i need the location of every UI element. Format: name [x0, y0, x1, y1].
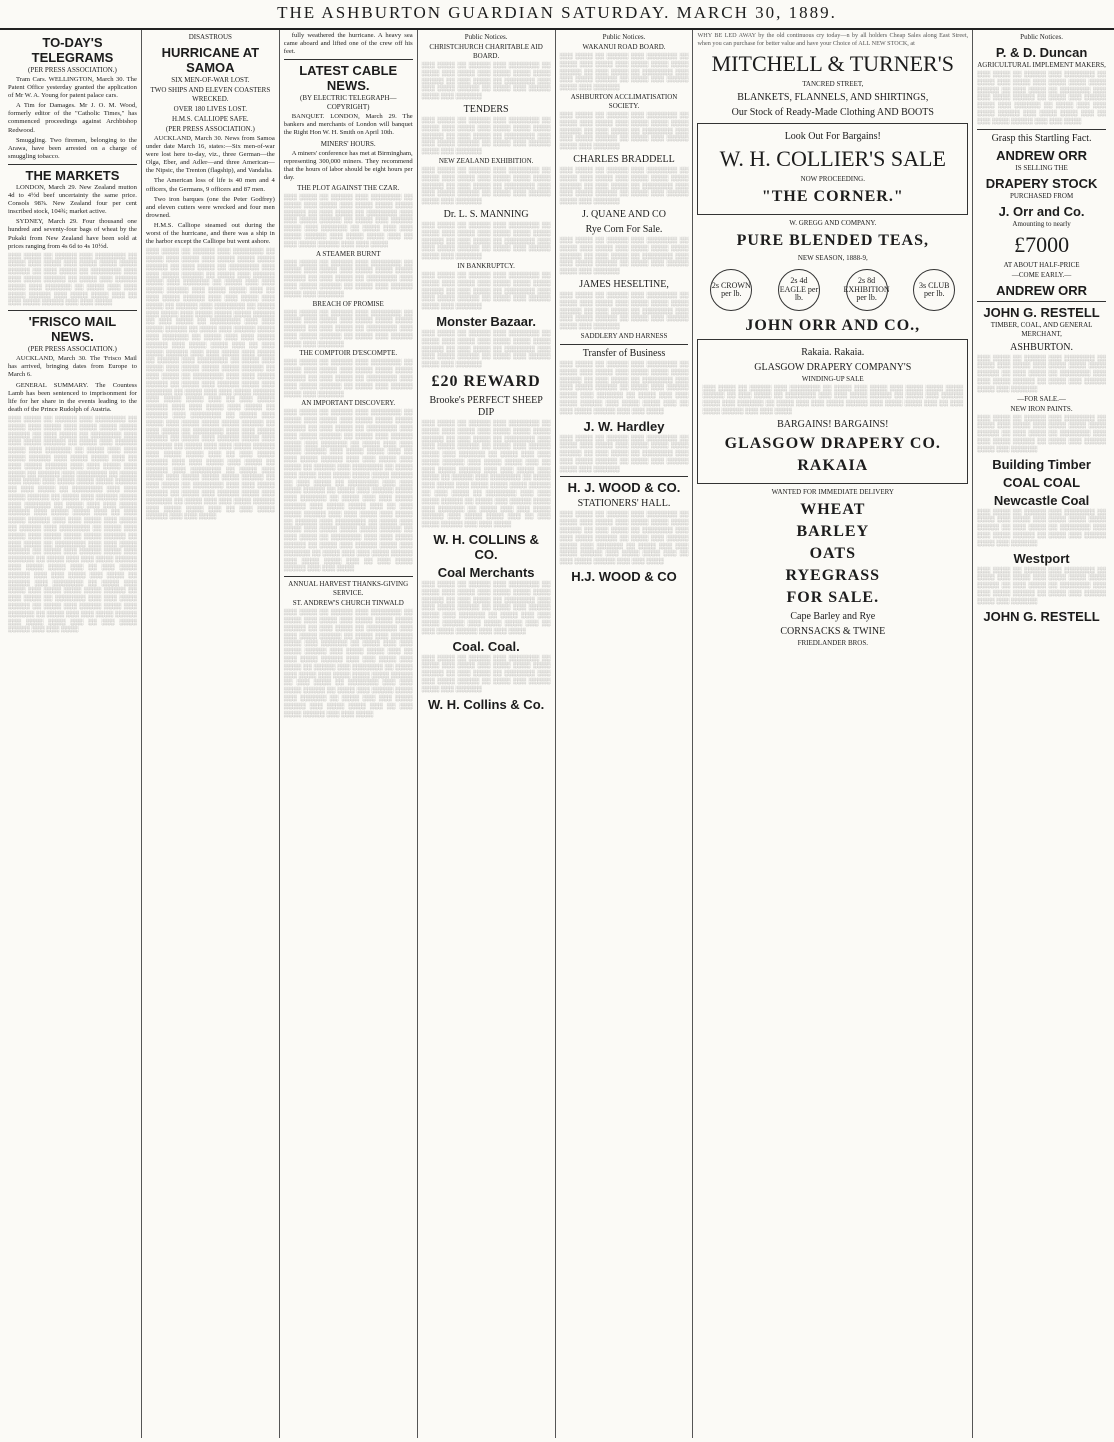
ad-heading: Our Stock of Ready-Made Clothing AND BOOTS — [731, 106, 934, 118]
article-text: The American loss of life is 40 men and 4 officers, the Germans, 9 officers and 87 men. — [145, 177, 275, 193]
text-block: ░░░ ░░░░ ░░ ░░░░░ ░░░ ░░░░░░░ ░░ ░░░░ ░░░ ░░░░ ░░░ ░░░░ ░░░░ ░░░░ ░░░░░ ░░ ░░░ ░░░░ ░░ ░░░░░░░ ░░░ ░░░ ░░░░ ░░░░░ ░░ ░░░░ ░░░ ░░░░░ ░░░░ ░░░ ░░░░░░ — [977, 414, 1107, 453]
text-block: ░░░ ░░░░ ░░ ░░░░░ ░░░ ░░░░░░░ ░░ ░░░░ ░░░ ░░░░ ░░░ ░░░░ ░░░░ ░░░░ ░░░░░ ░░ ░░░ ░░░░ ░░ ░░░░░░░ ░░░ ░░░ ░░░░ ░░░░░ ░░ ░░░░ ░░░ ░░░░░ ░░░░ ░░░ ░░░░░░ ░░ ░░░░ ░░░ ░░░ ░░░░ ░░░░░ ░░░ ░░░░ ░░░░ ░░░ ░░ ░░░ ░░░░ ░░░░░ ░░░ ░░░ ░░░░ — [283, 193, 413, 248]
text-block: ░░░ ░░░░ ░░ ░░░░░ ░░░ ░░░░░░░ ░░ ░░░░ ░░░ ░░░░ ░░░ ░░░░ ░░░░ ░░░░ ░░░░░ ░░ ░░░ ░░░░ ░░ ░░░░░░░ ░░░ ░░░ ░░░░ ░░░░░ ░░ ░░░░ ░░░ ░░░░░ ░░░░ ░░░ ░░░░░░ — [421, 329, 551, 369]
subheading: SIX MEN-OF-WAR LOST. — [171, 76, 250, 84]
ad-heading: Newcastle Coal — [993, 492, 1090, 508]
ad-subheading: PURCHASED FROM — [1009, 191, 1074, 200]
ad-subheading: NOW PROCEEDING. — [800, 174, 865, 183]
article-text: AUCKLAND, March 30. The 'Frisco Mail has arrived, bringing dates from Europe to March 6. — [8, 355, 137, 379]
subheading: MINERS' HOURS. — [320, 139, 376, 148]
ad-heading: Monster Bazaar. — [436, 313, 536, 329]
text-block: ░░░ ░░░░ ░░ ░░░░░ ░░░ ░░░░░░░ ░░ ░░░░ ░░░ ░░░░ ░░░ ░░░░ ░░░░ ░░░░ ░░░░░ ░░ ░░░ ░░░░ ░░ ░░░░░░░ ░░░ ░░░ ░░░░ ░░░░░ ░░ ░░░░ ░░░ ░░░░░ ░░░░ ░░░ ░░░░░░ — [421, 271, 551, 311]
ad-heading: FRIEDLANDER BROS. — [797, 638, 868, 647]
ad-heading: Transfer of Business — [582, 347, 666, 359]
tea-badge: 3s CLUB per lb. — [913, 269, 955, 311]
glasgow-drapery-box — [697, 339, 968, 484]
tea-badges — [697, 269, 968, 311]
tea-badge: 2s 8d EXHIBITION per lb. — [846, 269, 888, 311]
subheading: AN IMPORTANT DISCOVERY. — [301, 399, 396, 408]
text-block: ░░░ ░░░░ ░░ ░░░░░ ░░░ ░░░░░░░ ░░ ░░░░ ░░░ ░░░░ ░░░ ░░░░ ░░░░ ░░░░ ░░░░░ ░░ ░░░ ░░░░ ░░ ░░░░░░░ ░░░ ░░░ ░░░░ ░░░░░ ░░ ░░░░ ░░░ ░░░░░ ░░░░ ░░░ ░░░░░░ ░░ ░░░░ ░░░ ░░░ ░░░░ ░░░░░ ░░░ ░░░░ ░░░░ ░░░ ░░ ░░░ ░░░░ ░░░░░ ░░░ ░░░ ░░░░ — [559, 511, 689, 566]
column-5 — [556, 30, 694, 1438]
ad-heading: FOR SALE. — [786, 588, 880, 606]
ad-subheading: AGRICULTURAL IMPLEMENT MAKERS, — [977, 61, 1106, 69]
subheading: THE PLOT AGAINST THE CZAR. — [297, 183, 400, 192]
subheading: A STEAMER BURNT — [315, 249, 381, 258]
latest-cable-heading: LATEST CABLE NEWS. — [299, 63, 398, 94]
article-text: Tram Cars. WELLINGTON, March 30. The Patent Office yesterday granted the application of Mr W. A. Young for patent palace cars. — [8, 76, 137, 100]
text-block: ░░░ ░░░░ ░░ ░░░░░ ░░░ ░░░░░░░ ░░ ░░░░ ░░░ ░░░░ ░░░ ░░░░ ░░░░ ░░░░ ░░░░░ ░░ ░░░ ░░░░ ░░ ░░░░░░░ ░░░ ░░░ ░░░░ ░░░░░ ░░ ░░░░ ░░░ ░░░░░ ░░░░ ░░░ ░░░░░░ ░░ ░░░░ ░░░ ░░░ ░░░░ ░░░░░ ░░░ ░░░░ ░░░░ ░░░ ░░ ░░░ ░░░░ ░░░░░ ░░░ ░░░ ░░░░ — [421, 581, 551, 635]
text-block: ░░░ ░░░░ ░░ ░░░░░ ░░░ ░░░░░░░ ░░ ░░░░ ░░░ ░░░░ ░░░ ░░░░ ░░░░ ░░░░ ░░░░░ ░░ ░░░ ░░░░ ░░ ░░░░░░░ ░░░ ░░░ ░░░░ ░░░░░ ░░ ░░░░ ░░░ ░░░░░ ░░░░ ░░░ ░░░░░░ ░░ ░░░░ ░░░ ░░░ ░░░░ ░░░░░ ░░░ ░░░░ ░░░░ ░░░ ░░ ░░░ ░░░░ ░░░░░ ░░░ ░░░ ░░░░ ░░░ ░░░░ ░░ ░░░░░ ░░░ ░░░░░░░ ░░ ░░░░ ░░░ ░░░░ ░░░ ░░░░ ░░░░ ░░░░ ░░░░░ ░░ ░░░ ░░░░ ░░ ░░░░░░░ ░░░ ░░░ ░░░░ ░░░░░ ░░ ░░░░ ░░░ ░░░░░ ░░░░ ░░░ ░░░░░░ ░░ ░░░░ ░░░ ░░░ ░░░░ ░░░░░ ░░░ ░░░░ ░░░░ ░░░ ░░ ░░░ ░░░░ ░░░░░ ░░░ ░░░ ░░░░ — [421, 419, 551, 529]
ad-heading: BARLEY — [796, 522, 870, 540]
ad-subheading: —FOR SALE.— — [1017, 394, 1066, 403]
ad-heading: RAKAIA — [797, 456, 869, 474]
ad-subheading: NEW IRON PAINTS. — [1010, 404, 1073, 413]
text-block: ░░░ ░░░░ ░░ ░░░░░ ░░░ ░░░░░░░ ░░ ░░░░ ░░░ ░░░░ ░░░ ░░░░ ░░░░ ░░░░ ░░░░░ ░░ ░░░ ░░░░ ░░ ░░░░░░░ ░░░ ░░░ ░░░░ ░░░░░ ░░ ░░░░ ░░░ ░░░░░ ░░░░ ░░░ ░░░░░░ — [559, 166, 689, 206]
ad-subheading: BLANKETS, FLANNELS, AND SHIRTINGS, — [737, 91, 929, 103]
ad-heading: Cape Barley and Rye — [790, 610, 876, 622]
text-block: ░░░ ░░░░ ░░ ░░░░░ ░░░ ░░░░░░░ ░░ ░░░░ ░░░ ░░░░ ░░░ ░░░░ ░░░░ ░░░░ ░░░░░ ░░ ░░░ ░░░░ ░░ ░░░░░░░ ░░░ ░░░ ░░░░ ░░░░░ ░░ ░░░░ ░░░ ░░░░░ ░░░░ ░░░ ░░░░░░ — [283, 359, 413, 398]
ad-heading: J. QUANE AND CO — [582, 208, 666, 220]
tea-badge: 2s 4d EAGLE per lb. — [778, 269, 820, 311]
ad-heading: MITCHELL & TURNER'S — [711, 50, 954, 76]
subheading: BREACH OF PROMISE — [312, 299, 384, 308]
ad-heading: Grasp this Startling Fact. — [991, 132, 1092, 144]
telegrams-heading: TO-DAY'S TELEGRAMS — [31, 35, 114, 65]
text-block: ░░░ ░░░░ ░░ ░░░░░ ░░░ ░░░░░░░ ░░ ░░░░ ░░░ ░░░░ ░░░ ░░░░ ░░░░ ░░░░ ░░░░░ ░░ ░░░ ░░░░ ░░ ░░░░░░░ ░░░ ░░░ ░░░░ ░░░░░ ░░ ░░░░ ░░░ ░░░░░ ░░░░ ░░░ ░░░░░░ — [559, 291, 689, 331]
ad-heading: JOHN ORR AND CO., — [745, 316, 921, 334]
text-block: ░░░ ░░░░ ░░ ░░░░░ ░░░ ░░░░░░░ ░░ ░░░░ ░░░ ░░░░ ░░░ ░░░░ ░░░░ ░░░░ ░░░░░ ░░ ░░░ ░░░░ ░░ ░░░░░░░ ░░░ ░░░ ░░░░ ░░░░░ ░░ ░░░░ ░░░ ░░░░░ ░░░░ ░░░ ░░░░░░ — [421, 221, 551, 261]
text-block: ░░░ ░░░░ ░░ ░░░░░ ░░░ ░░░░░░░ ░░ ░░░░ ░░░ ░░░░ ░░░ ░░░░ ░░░░ ░░░░ ░░░░░ ░░ ░░░ ░░░░ ░░ ░░░░░░░ ░░░ ░░░ ░░░░ ░░░░░ ░░ ░░░░ ░░░ ░░░░░ ░░░░ ░░░ ░░░░░░ — [977, 354, 1107, 393]
harvest-heading: ANNUAL HARVEST THANKS-GIVING SERVICE. — [288, 580, 409, 598]
ad-heading: WHEAT — [800, 500, 866, 518]
ad-heading: NEW ZEALAND EXHIBITION. — [438, 156, 534, 165]
text-block: ░░░ ░░░░ ░░ ░░░░░ ░░░ ░░░░░░░ ░░ ░░░░ ░░░ ░░░░ ░░░ ░░░░ ░░░░ ░░░░ ░░░░░ ░░ ░░░ ░░░░ ░░ ░░░░░░░ ░░░ ░░░ ░░░░ ░░░░░ ░░ ░░░░ ░░░ ░░░░░ ░░░░ ░░░ ░░░░░░ ░░ ░░░░ ░░░ ░░░ ░░░░ ░░░░░ ░░░ ░░░░ ░░░░ ░░░ ░░ ░░░ ░░░░ ░░░░░ ░░░ ░░░ ░░░░ ░░░ ░░░░ ░░ ░░░░░ ░░░ ░░░░░░░ ░░ ░░░░ ░░░ ░░░░ ░░░ ░░░░ ░░░░ ░░░░ ░░░░░ ░░ ░░░ ░░░░ ░░ ░░░░░░░ ░░░ ░░░ ░░░░ ░░░░░ ░░ ░░░░ ░░░ ░░░░░ ░░░░ ░░░ ░░░░░░ ░░ ░░░░ ░░░ ░░░ ░░░░ ░░░░░ ░░░ ░░░░ ░░░░ ░░░ ░░ ░░░ ░░░░ ░░░░░ ░░░ ░░░ ░░░░ — [283, 609, 413, 718]
subheading: H.M.S. CALLIOPE SAFE. — [172, 115, 249, 123]
ad-heading: P. & D. Duncan — [995, 45, 1088, 60]
ad-subheading: NEW SEASON, 1888-9, — [797, 253, 868, 262]
ad-heading: Look Out For Bargains! — [784, 130, 881, 142]
copyright-label: (BY ELECTRIC TELEGRAPH—COPYRIGHT) — [300, 94, 397, 112]
ad-heading: CHRISTCHURCH CHARITABLE AID BOARD. — [429, 43, 543, 60]
text-block: ░░░ ░░░░ ░░ ░░░░░ ░░░ ░░░░░░░ ░░ ░░░░ ░░░ ░░░░ ░░░ ░░░░ ░░░░ ░░░░ ░░░░░ ░░ ░░░ ░░░░ ░░ ░░░░░░░ ░░░ ░░░ ░░░░ ░░░░░ ░░ ░░░░ ░░░ ░░░░░ ░░░░ ░░░ ░░░░░░ ░░ ░░░░ ░░░ ░░░ ░░░░ ░░░░░ ░░░ ░░░░ ░░░░ ░░░ ░░ ░░░ ░░░░ ░░░░░ ░░░ ░░░ ░░░░ ░░░ ░░░░ ░░ ░░░░░ ░░░ ░░░░░░░ ░░ ░░░░ ░░░ ░░░░ ░░░ ░░░░ ░░░░ ░░░░ ░░░░░ ░░ ░░░ ░░░░ ░░ ░░░░░░░ ░░░ ░░░ ░░░░ ░░░░░ ░░ ░░░░ ░░░ ░░░░░ ░░░░ ░░░ ░░░░░░ ░░ ░░░░ ░░░ ░░░ ░░░░ ░░░░░ ░░░ ░░░░ ░░░░ ░░░ ░░ ░░░ ░░░░ ░░░░░ ░░░ ░░░ ░░░░ ░░░ ░░░░ ░░ ░░░░░ ░░░ ░░░░░░░ ░░ ░░░░ ░░░ ░░░░ ░░░ ░░░░ ░░░░ ░░░░ ░░░░░ ░░ ░░░ ░░░░ ░░ ░░░░░░░ ░░░ ░░░ ░░░░ ░░░░░ ░░ ░░░░ ░░░ ░░░░░ ░░░░ ░░░ ░░░░░░ ░░ ░░░░ ░░░ ░░░ ░░░░ ░░░░░ ░░░ ░░░░ ░░░░ ░░░ ░░ ░░░ ░░░░ ░░░░░ ░░░ ░░░ ░░░░ ░░░ ░░░░ ░░ ░░░░░ ░░░ ░░░░░░░ ░░ ░░░░ ░░░ ░░░░ ░░░ ░░░░ ░░░░ ░░░░ ░░░░░ ░░ ░░░ ░░░░ ░░ ░░░░░░░ ░░░ ░░░ ░░░░ ░░░░░ ░░ ░░░░ ░░░ ░░░░░ ░░░░ ░░░ ░░░░░░ ░░ ░░░░ ░░░ ░░░ ░░░░ ░░░░░ ░░░ ░░░░ ░░░░ ░░░ ░░ ░░░ ░░░░ ░░░░░ ░░░ ░░░ ░░░░ ░░░ ░░░░ ░░ ░░░░░ ░░░ ░░░░░░░ ░░ ░░░░ ░░░ ░░░░ ░░░ ░░░░ ░░░░ ░░░░ ░░░░░ ░░ ░░░ ░░░░ ░░ ░░░░░░░ ░░░ ░░░ ░░░░ ░░░░░ ░░ ░░░░ ░░░ ░░░░░ ░░░░ ░░░ ░░░░░░ ░░ ░░░░ ░░░ ░░░ ░░░░ ░░░░░ ░░░ ░░░░ ░░░░ ░░░ ░░ ░░░ ░░░░ ░░░░░ ░░░ ░░░ ░░░░ — [145, 248, 275, 521]
text-block: ░░░ ░░░░ ░░ ░░░░░ ░░░ ░░░░░░░ ░░ ░░░░ ░░░ ░░░░ ░░░ ░░░░ ░░░░ ░░░░ ░░░░░ ░░ ░░░ ░░░░ ░░ ░░░░░░░ ░░░ ░░░ ░░░░ ░░░░░ ░░ ░░░░ ░░░ ░░░░░ ░░░░ ░░░ ░░░░░░ — [559, 236, 689, 276]
ad-heading: W. GREGG AND COMPANY. — [789, 218, 877, 227]
text-block: ░░░ ░░░░ ░░ ░░░░░ ░░░ ░░░░░░░ ░░ ░░░░ ░░░ ░░░░ ░░░ ░░░░ ░░░░ ░░░░ ░░░░░ ░░ ░░░ ░░░░ ░░ ░░░░░░░ ░░░ ░░░ ░░░░ ░░░░░ ░░ ░░░░ ░░░ ░░░░░ ░░░░ ░░░ ░░░░░░ — [421, 116, 551, 156]
article-text: AUCKLAND, March 30. News from Samoa under date March 16, states:—Six men-of-war were lost here to-day, viz., three German—the Olga, Eber, and Adler—and three American—the Nipsic, the Trenton (flagship), and Vandalia. — [145, 135, 275, 175]
text-block: ░░░ ░░░░ ░░ ░░░░░ ░░░ ░░░░░░░ ░░ ░░░░ ░░░ ░░░░ ░░░ ░░░░ ░░░░ ░░░░ ░░░░░ ░░ ░░░ ░░░░ ░░ ░░░░░░░ ░░░ ░░░ ░░░░ ░░░░░ ░░ ░░░░ ░░░ ░░░░░ ░░░░ ░░░ ░░░░░░ — [283, 309, 413, 348]
text-block: ░░░ ░░░░ ░░ ░░░░░ ░░░ ░░░░░░░ ░░ ░░░░ ░░░ ░░░░ ░░░ ░░░░ ░░░░ ░░░░ ░░░░░ ░░ ░░░ ░░░░ ░░ ░░░░░░░ ░░░ ░░░ ░░░░ ░░░░░ ░░ ░░░░ ░░░ ░░░░░ ░░░░ ░░░ ░░░░░░ — [421, 654, 551, 693]
ad-heading: Westport — [1013, 550, 1070, 566]
text-block: ░░░ ░░░░ ░░ ░░░░░ ░░░ ░░░░░░░ ░░ ░░░░ ░░░ ░░░░ ░░░ ░░░░ ░░░░ ░░░░ ░░░░░ ░░ ░░░ ░░░░ ░░ ░░░░░░░ ░░░ ░░░ ░░░░ ░░░░░ ░░ ░░░░ ░░░ ░░░░░ ░░░░ ░░░ ░░░░░░ ░░ ░░░░ ░░░ ░░░ ░░░░ ░░░░░ ░░░ ░░░░ ░░░░ ░░░ ░░ ░░░ ░░░░ ░░░░░ ░░░ ░░░ ░░░░ — [977, 71, 1107, 125]
text-block: ░░░ ░░░░ ░░ ░░░░░ ░░░ ░░░░░░░ ░░ ░░░░ ░░░ ░░░░ ░░░ ░░░░ ░░░░ ░░░░ ░░░░░ ░░ ░░░ ░░░░ ░░ ░░░░░░░ ░░░ ░░░ ░░░░ ░░░░░ ░░ ░░░░ ░░░ ░░░░░ ░░░░ ░░░ ░░░░░░ — [559, 434, 689, 473]
ad-heading: JOHN G. RESTELL — [983, 608, 1100, 624]
frisco-heading: 'FRISCO MAIL NEWS. — [28, 314, 117, 345]
ad-heading: J. Orr and Co. — [998, 203, 1085, 219]
article-text: GENERAL SUMMARY. The Countess Lamb has been sentenced to imprisonment for life for her share in the events leading to the death of the Prince Rudolph of Austria. — [8, 381, 137, 413]
article-text: A Tim for Damages. Mr J. O. M. Wood, formerly editor of the "Catholic Times," has commenced proceedings against Archbishop Redwood. — [8, 102, 137, 134]
ad-heading: JOHN G. RESTELL — [983, 304, 1100, 320]
section-label: Public Notices. — [602, 33, 646, 41]
article-text: LONDON, March 29. New Zealand mutton 4d to 4½d beef uncertainty the same price. Consols 98⅞. New Zealand four per cent inscribed stock, 104¾; market active. — [8, 183, 137, 216]
page-columns — [4, 30, 1110, 1438]
column-6 — [693, 30, 973, 1438]
press-association: (PER PRESS ASSOCIATION.) — [28, 66, 117, 74]
ad-heading: OATS — [809, 544, 856, 562]
ad-heading: Building Timber — [992, 456, 1091, 472]
ad-heading: Brooke's PERFECT SHEEP DIP — [429, 394, 543, 418]
ad-subheading: WINDING-UP SALE — [801, 374, 864, 383]
ad-heading: W. H. Collins & Co. — [427, 696, 545, 712]
article-text: H.M.S. Calliope steamed out during the worst of the hurricane, and there was a ship in the harbor except the Calliope but went ashore. — [145, 221, 275, 246]
ad-heading: PURE BLENDED TEAS, — [736, 231, 929, 249]
ad-heading: SADDLERY AND HARNESS — [580, 331, 668, 340]
ad-heading: "THE CORNER." — [761, 187, 904, 205]
ad-subheading: Amounting to nearly — [1012, 219, 1071, 228]
text-block: ░░░ ░░░░ ░░ ░░░░░ ░░░ ░░░░░░░ ░░ ░░░░ ░░░ ░░░░ ░░░ ░░░░ ░░░░ ░░░░ ░░░░░ ░░ ░░░ ░░░░ ░░ ░░░░░░░ ░░░ ░░░ ░░░░ ░░░░░ ░░ ░░░░ ░░░ ░░░░░ ░░░░ ░░░ ░░░░░░ ░░ ░░░░ ░░░ ░░░ ░░░░ ░░░░░ ░░░ ░░░░ ░░░░ ░░░ ░░ ░░░ ░░░░ ░░░░░ ░░░ ░░░ ░░░░ ░░░ ░░░░ ░░ ░░░░░ ░░░ ░░░░░░░ ░░ ░░░░ ░░░ ░░░░ ░░░ ░░░░ ░░░░ ░░░░ ░░░░░ ░░ ░░░ ░░░░ ░░ ░░░░░░░ ░░░ ░░░ ░░░░ ░░░░░ ░░ ░░░░ ░░░ ░░░░░ ░░░░ ░░░ ░░░░░░ ░░ ░░░░ ░░░ ░░░ ░░░░ ░░░░░ ░░░ ░░░░ ░░░░ ░░░ ░░ ░░░ ░░░░ ░░░░░ ░░░ ░░░ ░░░░ ░░░ ░░░░ ░░ ░░░░░ ░░░ ░░░░░░░ ░░ ░░░░ ░░░ ░░░░ ░░░ ░░░░ ░░░░ ░░░░ ░░░░░ ░░ ░░░ ░░░░ ░░ ░░░░░░░ ░░░ ░░░ ░░░░ ░░░░░ ░░ ░░░░ ░░░ ░░░░░ ░░░░ ░░░ ░░░░░░ ░░ ░░░░ ░░░ ░░░ ░░░░ ░░░░░ ░░░ ░░░░ ░░░░ ░░░ ░░ ░░░ ░░░░ ░░░░░ ░░░ ░░░ ░░░░ ░░░ ░░░░ ░░ ░░░░░ ░░░ ░░░░░░░ ░░ ░░░░ ░░░ ░░░░ ░░░ ░░░░ ░░░░ ░░░░ ░░░░░ ░░ ░░░ ░░░░ ░░ ░░░░░░░ ░░░ ░░░ ░░░░ ░░░░░ ░░ ░░░░ ░░░ ░░░░░ ░░░░ ░░░ ░░░░░░ ░░ ░░░░ ░░░ ░░░ ░░░░ ░░░░░ ░░░ ░░░░ ░░░░ ░░░ ░░ ░░░ ░░░░ ░░░░░ ░░░ ░░░ ░░░░ — [8, 415, 137, 634]
ad-heading: Coal. Coal. — [452, 638, 520, 654]
masthead: THE ASHBURTON GUARDIAN SATURDAY. MARCH 30, 1889. — [0, 0, 1114, 30]
article-text: BANQUET. LONDON, March 29. The bankers and merchants of London will banquet the Right Hon W. H. Smith on April 10th. — [283, 113, 413, 137]
ad-subheading: BARGAINS! BARGAINS! — [777, 418, 889, 430]
ad-heading: TENDERS — [463, 103, 509, 115]
text-block: ░░░ ░░░░ ░░ ░░░░░ ░░░ ░░░░░░░ ░░ ░░░░ ░░░ ░░░░ ░░░ ░░░░ ░░░░ ░░░░ ░░░░░ ░░ ░░░ ░░░░ ░░ ░░░░░░░ ░░░ ░░░ ░░░░ ░░░░░ ░░ ░░░░ ░░░ ░░░░░ ░░░░ ░░░ ░░░░░░ ░░ ░░░░ ░░░ ░░░ ░░░░ ░░░░░ ░░░ ░░░░ ░░░░ ░░░ ░░ ░░░ ░░░░ ░░░░░ ░░░ ░░░ ░░░░ — [702, 384, 964, 415]
ad-heading: JAMES HESELTINE, — [579, 278, 669, 290]
text-block: ░░░ ░░░░ ░░ ░░░░░ ░░░ ░░░░░░░ ░░ ░░░░ ░░░ ░░░░ ░░░ ░░░░ ░░░░ ░░░░ ░░░░░ ░░ ░░░ ░░░░ ░░ ░░░░░░░ ░░░ ░░░ ░░░░ ░░░░░ ░░ ░░░░ ░░░ ░░░░░ ░░░░ ░░░ ░░░░░░ ░░ ░░░░ ░░░ ░░░ ░░░░ ░░░░░ ░░░ ░░░░ ░░░░ ░░░ ░░ ░░░ ░░░░ ░░░░░ ░░░ ░░░ ░░░░ — [8, 252, 137, 307]
ad-heading: RYEGRASS — [785, 566, 881, 584]
disastrous-label: DISASTROUS — [188, 33, 232, 41]
press-association: (PER PRESS ASSOCIATION.) — [165, 125, 255, 133]
article-text: fully weathered the hurricane. A heavy sea came aboard and lifted one of the crew off his feet. — [283, 32, 413, 56]
text-block: ░░░ ░░░░ ░░ ░░░░░ ░░░ ░░░░░░░ ░░ ░░░░ ░░░ ░░░░ ░░░ ░░░░ ░░░░ ░░░░ ░░░░░ ░░ ░░░ ░░░░ ░░ ░░░░░░░ ░░░ ░░░ ░░░░ ░░░░░ ░░ ░░░░ ░░░ ░░░░░ ░░░░ ░░░ ░░░░░░ — [283, 259, 413, 298]
ad-subheading: —COME EARLY.— — [1011, 270, 1072, 279]
text-block: ░░░ ░░░░ ░░ ░░░░░ ░░░ ░░░░░░░ ░░ ░░░░ ░░░ ░░░░ ░░░ ░░░░ ░░░░ ░░░░ ░░░░░ ░░ ░░░ ░░░░ ░░ ░░░░░░░ ░░░ ░░░ ░░░░ ░░░░░ ░░ ░░░░ ░░░ ░░░░░ ░░░░ ░░░ ░░░░░░ ░░ ░░░░ ░░░ ░░░ ░░░░ ░░░░░ ░░░ ░░░░ ░░░░ ░░░ ░░ ░░░ ░░░░ ░░░░░ ░░░ ░░░ ░░░░ — [559, 360, 689, 415]
ad-heading: WAKANUI ROAD BOARD. — [582, 43, 666, 51]
column-7 — [973, 30, 1110, 1438]
ad-heading: H. J. WOOD & CO. — [567, 480, 681, 496]
ad-subheading: IS SELLING THE — [1015, 163, 1068, 172]
ad-heading: W. H. COLLIER'S SALE — [719, 145, 946, 171]
ad-heading: STATIONERS' HALL. — [577, 498, 671, 510]
text-block: ░░░ ░░░░ ░░ ░░░░░ ░░░ ░░░░░░░ ░░ ░░░░ ░░░ ░░░░ ░░░ ░░░░ ░░░░ ░░░░ ░░░░░ ░░ ░░░ ░░░░ ░░ ░░░░░░░ ░░░ ░░░ ░░░░ ░░░░░ ░░ ░░░░ ░░░ ░░░░░ ░░░░ ░░░ ░░░░░░ — [559, 53, 689, 92]
ad-subheading: AT ABOUT HALF-PRICE — [1003, 260, 1080, 269]
text-block: ░░░ ░░░░ ░░ ░░░░░ ░░░ ░░░░░░░ ░░ ░░░░ ░░░ ░░░░ ░░░ ░░░░ ░░░░ ░░░░ ░░░░░ ░░ ░░░ ░░░░ ░░ ░░░░░░░ ░░░ ░░░ ░░░░ ░░░░░ ░░ ░░░░ ░░░ ░░░░░ ░░░░ ░░░ ░░░░░░ ░░ ░░░░ ░░░ ░░░ ░░░░ ░░░░░ ░░░ ░░░░ ░░░░ ░░░ ░░ ░░░ ░░░░ ░░░░░ ░░░ ░░░ ░░░░ ░░░ ░░░░ ░░ ░░░░░ ░░░ ░░░░░░░ ░░ ░░░░ ░░░ ░░░░ ░░░ ░░░░ ░░░░ ░░░░ ░░░░░ ░░ ░░░ ░░░░ ░░ ░░░░░░░ ░░░ ░░░ ░░░░ ░░░░░ ░░ ░░░░ ░░░ ░░░░░ ░░░░ ░░░ ░░░░░░ ░░ ░░░░ ░░░ ░░░ ░░░░ ░░░░░ ░░░ ░░░░ ░░░░ ░░░ ░░ ░░░ ░░░░ ░░░░░ ░░░ ░░░ ░░░░ ░░░ ░░░░ ░░ ░░░░░ ░░░ ░░░░░░░ ░░ ░░░░ ░░░ ░░░░ ░░░ ░░░░ ░░░░ ░░░░ ░░░░░ ░░ ░░░ ░░░░ ░░ ░░░░░░░ ░░░ ░░░ ░░░░ ░░░░░ ░░ ░░░░ ░░░ ░░░░░ ░░░░ ░░░ ░░░░░░ ░░ ░░░░ ░░░ ░░░ ░░░░ ░░░░░ ░░░ ░░░░ ░░░░ ░░░ ░░ ░░░ ░░░░ ░░░░░ ░░░ ░░░ ░░░░ — [283, 409, 413, 573]
ad-heading: H.J. WOOD & CO — [571, 569, 677, 585]
article-text: Two iron barques (one the Peter Godfrey) and eleven cutters were wrecked and four men drowned. — [145, 195, 275, 219]
article-text: SYDNEY, March 29. Four thousand one hundred and seventy-four bags of wheat by the Pukaki from New Zealand have been sold at prices ranging from 4s 6d to 4s 10½d. — [8, 218, 137, 250]
ad-subheading: TIMBER, COAL, AND GENERAL MERCHANT, — [990, 320, 1093, 338]
ad-heading: W. H. COLLINS & CO. — [433, 532, 539, 563]
text-block: ░░░ ░░░░ ░░ ░░░░░ ░░░ ░░░░░░░ ░░ ░░░░ ░░░ ░░░░ ░░░ ░░░░ ░░░░ ░░░░ ░░░░░ ░░ ░░░ ░░░░ ░░ ░░░░░░░ ░░░ ░░░ ░░░░ ░░░░░ ░░ ░░░░ ░░░ ░░░░░ ░░░░ ░░░ ░░░░░░ — [421, 62, 551, 101]
ad-heading: COAL COAL — [1003, 474, 1081, 490]
ad-heading: Rakaia. Rakaia. — [801, 346, 865, 358]
column-2 — [142, 30, 280, 1438]
section-label: Public Notices. — [1020, 33, 1063, 41]
ad-heading: Dr. L. S. MANNING — [443, 208, 529, 220]
article-text: Smuggling. Two firemen, belonging to the Arawa, have been arrested on a charge of smuggling tobacco. — [8, 136, 137, 160]
collier-sale-box — [697, 123, 968, 215]
press-association: (PER PRESS ASSOCIATION.) — [28, 345, 117, 354]
section-label: Public Notices. — [464, 33, 508, 41]
column-4 — [418, 30, 556, 1438]
ad-heading: £20 REWARD — [431, 372, 541, 390]
subheading: TWO SHIPS AND ELEVEN COASTERS WRECKED. — [150, 86, 271, 103]
ad-intro: WHY BE LED AWAY by the old continuous cry today—n by all holders Cheap Sales along East Street, when you can purchase for better value and have your Choice of ALL NEW STOCK, at — [697, 32, 969, 47]
text-block: ░░░ ░░░░ ░░ ░░░░░ ░░░ ░░░░░░░ ░░ ░░░░ ░░░ ░░░░ ░░░ ░░░░ ░░░░ ░░░░ ░░░░░ ░░ ░░░ ░░░░ ░░ ░░░░░░░ ░░░ ░░░ ░░░░ ░░░░░ ░░ ░░░░ ░░░ ░░░░░ ░░░░ ░░░ ░░░░░░ — [559, 111, 689, 151]
text-block: ░░░ ░░░░ ░░ ░░░░░ ░░░ ░░░░░░░ ░░ ░░░░ ░░░ ░░░░ ░░░ ░░░░ ░░░░ ░░░░ ░░░░░ ░░ ░░░ ░░░░ ░░ ░░░░░░░ ░░░ ░░░ ░░░░ ░░░░░ ░░ ░░░░ ░░░ ░░░░░ ░░░░ ░░░ ░░░░░░ — [977, 508, 1107, 547]
ad-heading: £7000 — [1014, 231, 1070, 257]
ad-heading: ASHBURTON ACCLIMATISATION SOCIETY. — [570, 92, 678, 110]
ad-heading: IN BANKRUPTCY. — [457, 261, 515, 270]
samoa-heading: HURRICANE AT SAMOA — [161, 45, 260, 75]
column-1 — [4, 30, 142, 1438]
ad-heading: ANDREW ORR — [996, 282, 1088, 298]
ad-heading: J. W. Hardley — [583, 418, 665, 434]
tea-badge: 2s CROWN per lb. — [710, 269, 752, 311]
ad-heading: GLASGOW DRAPERY COMPANY'S — [754, 361, 912, 373]
ad-heading: Coal Merchants — [437, 565, 535, 581]
ad-heading: CORNSACKS & TWINE — [780, 625, 886, 637]
ad-heading: DRAPERY STOCK — [985, 175, 1098, 191]
text-block: ░░░ ░░░░ ░░ ░░░░░ ░░░ ░░░░░░░ ░░ ░░░░ ░░░ ░░░░ ░░░ ░░░░ ░░░░ ░░░░ ░░░░░ ░░ ░░░ ░░░░ ░░ ░░░░░░░ ░░░ ░░░ ░░░░ ░░░░░ ░░ ░░░░ ░░░ ░░░░░ ░░░░ ░░░ ░░░░░░ — [421, 166, 551, 206]
ad-subheading: WANTED FOR IMMEDIATE DELIVERY — [771, 487, 894, 496]
article-text: A miners' conference has met at Birmingham, representing 300,000 miners. They recommend that the hours of labor should be eight hours per day. — [283, 149, 413, 181]
subheading: OVER 180 LIVES LOST. — [173, 105, 248, 113]
ad-heading: ASHBURTON. — [1010, 341, 1073, 353]
markets-heading: THE MARKETS — [25, 167, 120, 183]
ad-heading: CHARLES BRADDELL — [573, 153, 675, 165]
church-heading: ST. ANDREW'S CHURCH TINWALD — [292, 599, 404, 608]
ad-subheading: TANCRED STREET, — [802, 79, 864, 88]
text-block: ░░░ ░░░░ ░░ ░░░░░ ░░░ ░░░░░░░ ░░ ░░░░ ░░░ ░░░░ ░░░ ░░░░ ░░░░ ░░░░ ░░░░░ ░░ ░░░ ░░░░ ░░ ░░░░░░░ ░░░ ░░░ ░░░░ ░░░░░ ░░ ░░░░ ░░░ ░░░░░ ░░░░ ░░░ ░░░░░░ — [977, 566, 1107, 605]
subheading: THE COMPTOIR D'ESCOMPTE. — [299, 349, 398, 358]
column-3 — [280, 30, 418, 1438]
ad-heading: ANDREW ORR — [996, 147, 1088, 163]
ad-heading: Rye Corn For Sale. — [585, 223, 663, 235]
ad-heading: GLASGOW DRAPERY CO. — [724, 434, 941, 452]
